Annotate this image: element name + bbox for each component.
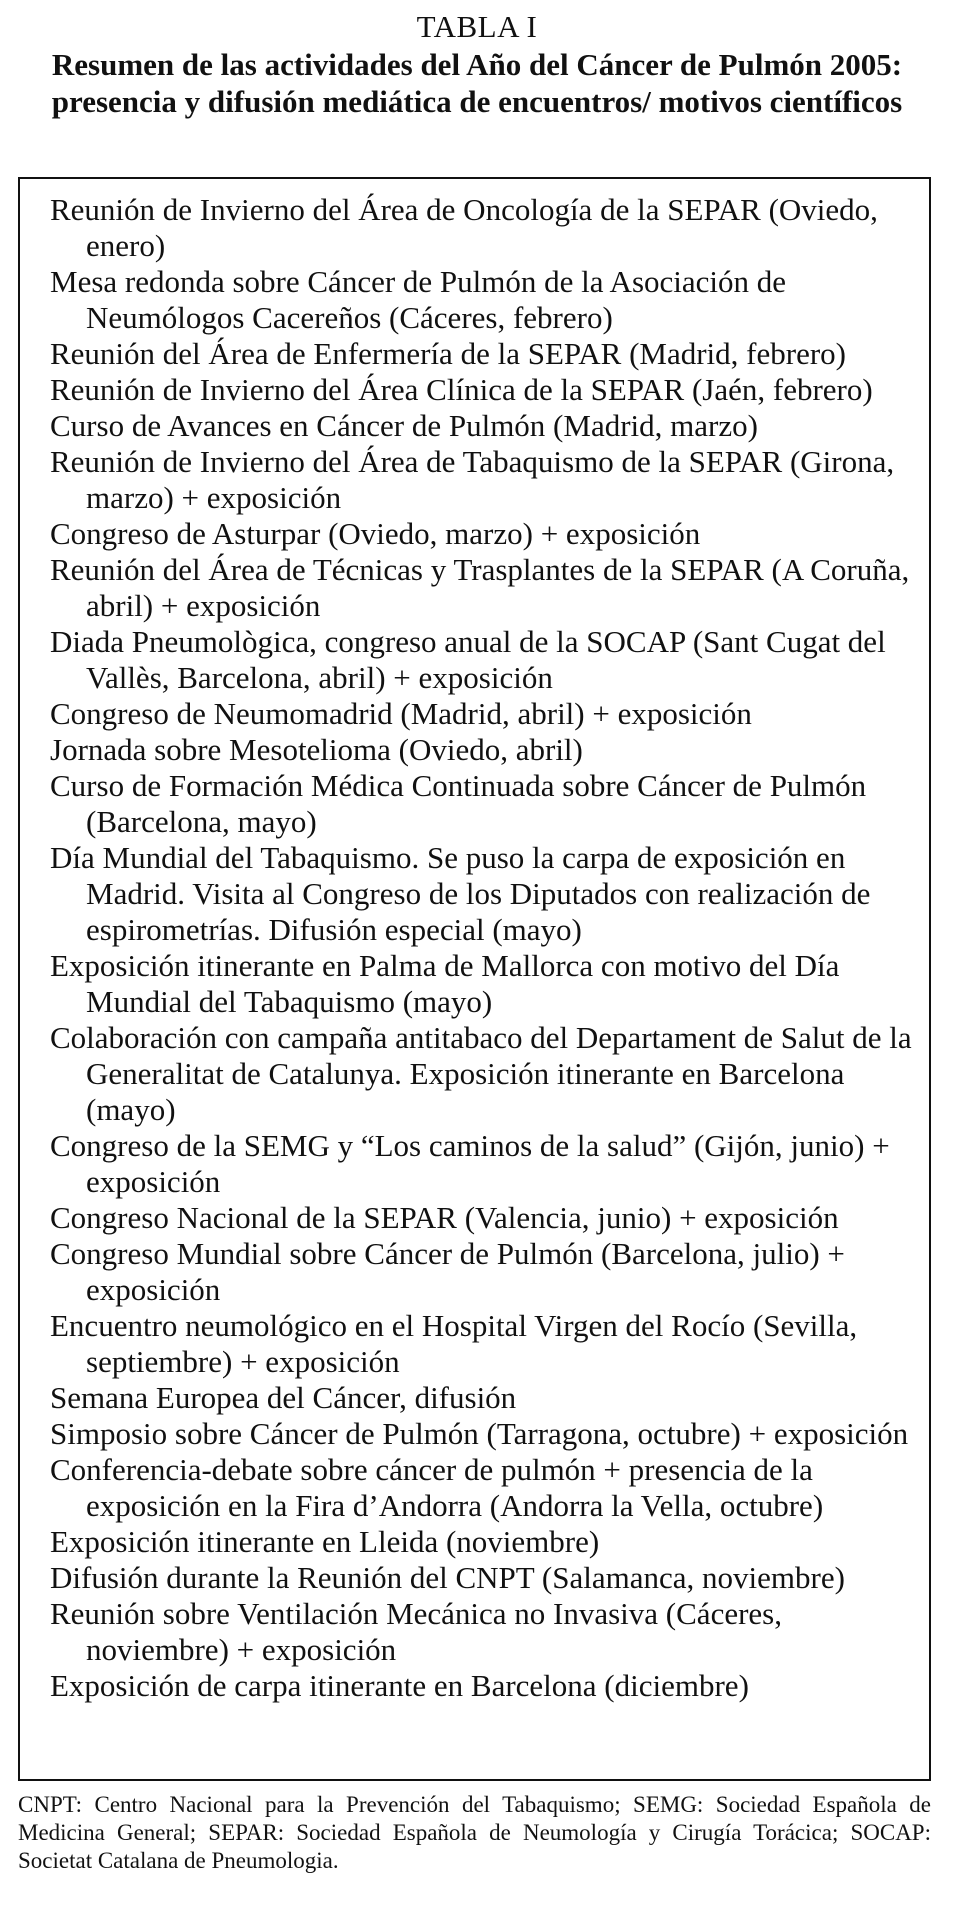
list-item: Conferencia-debate sobre cáncer de pulmón + presencia de la exposición en la Fira d’Andorra (Andorra la Vella, octubre) <box>50 1452 824 1523</box>
list-item: Diada Pneumològica, congreso anual de la SOCAP (Sant Cugat del Vallès, Barcelona, abril) + exposición <box>50 624 886 695</box>
list-item: Exposición de carpa itinerante en Barcelona (diciembre) <box>50 1668 749 1703</box>
list-item: Exposición itinerante en Lleida (noviembre) <box>50 1524 600 1559</box>
list-item: Reunión de Invierno del Área de Tabaquismo de la SEPAR (Girona, marzo) + exposición <box>50 444 895 515</box>
list-item: Reunión de Invierno del Área Clínica de la SEPAR (Jaén, febrero) <box>50 372 873 407</box>
list-item: Reunión del Área de Técnicas y Trasplantes de la SEPAR (A Coruña, abril) + exposición <box>50 552 910 623</box>
table-label: TABLA I <box>416 9 538 44</box>
list-item: Exposición itinerante en Palma de Mallorca con motivo del Día Mundial del Tabaquismo (mayo) <box>50 948 840 1019</box>
list-item: Congreso de la SEMG y “Los caminos de la salud” (Gijón, junio) + exposición <box>50 1128 890 1199</box>
list-item: Curso de Formación Médica Continuada sobre Cáncer de Pulmón (Barcelona, mayo) <box>50 768 867 839</box>
list-item: Curso de Avances en Cáncer de Pulmón (Madrid, marzo) <box>50 408 758 443</box>
activity-list <box>20 179 929 1704</box>
table-box <box>18 177 931 1781</box>
list-item: Semana Europea del Cáncer, difusión <box>50 1380 517 1415</box>
list-item: Día Mundial del Tabaquismo. Se puso la carpa de exposición en Madrid. Visita al Congreso de los Diputados con realización de espirometrías. Difusión especial (mayo) <box>50 840 871 947</box>
list-item: Colaboración con campaña antitabaco del Departament de Salut de la Generalitat de Catalunya. Exposición itinerante en Barcelona (mayo) <box>50 1020 912 1127</box>
table-title: Resumen de las actividades del Año del Cáncer de Pulmón 2005: presencia y difusión mediática de encuentros/ motivos científicos <box>51 47 903 119</box>
list-item: Congreso Nacional de la SEPAR (Valencia, junio) + exposición <box>50 1200 839 1235</box>
list-item: Difusión durante la Reunión del CNPT (Salamanca, noviembre) <box>50 1560 845 1595</box>
list-item: Mesa redonda sobre Cáncer de Pulmón de la Asociación de Neumólogos Cacereños (Cáceres, febrero) <box>50 264 787 335</box>
list-item: Reunión de Invierno del Área de Oncología de la SEPAR (Oviedo, enero) <box>50 192 878 263</box>
list-item: Reunión del Área de Enfermería de la SEPAR (Madrid, febrero) <box>50 336 846 371</box>
list-item: Jornada sobre Mesotelioma (Oviedo, abril) <box>50 732 583 767</box>
list-item: Congreso de Neumomadrid (Madrid, abril) + exposición <box>50 696 752 731</box>
table-footnote: CNPT: Centro Nacional para la Prevención del Tabaquismo; SEMG: Sociedad Española de Medicina General; SEPAR: Sociedad Española de Neumología y Cirugía Torácica; SOCAP: Societat Catalana de Pneumologia. <box>18 1792 931 1873</box>
list-item: Congreso Mundial sobre Cáncer de Pulmón (Barcelona, julio) + exposición <box>50 1236 845 1307</box>
list-item: Encuentro neumológico en el Hospital Virgen del Rocío (Sevilla, septiembre) + exposición <box>50 1308 858 1379</box>
table-header <box>0 10 954 120</box>
list-item: Reunión sobre Ventilación Mecánica no Invasiva (Cáceres, noviembre) + exposición <box>50 1596 782 1667</box>
list-item: Congreso de Asturpar (Oviedo, marzo) + exposición <box>50 516 701 551</box>
list-item: Simposio sobre Cáncer de Pulmón (Tarragona, octubre) + exposición <box>50 1416 909 1451</box>
